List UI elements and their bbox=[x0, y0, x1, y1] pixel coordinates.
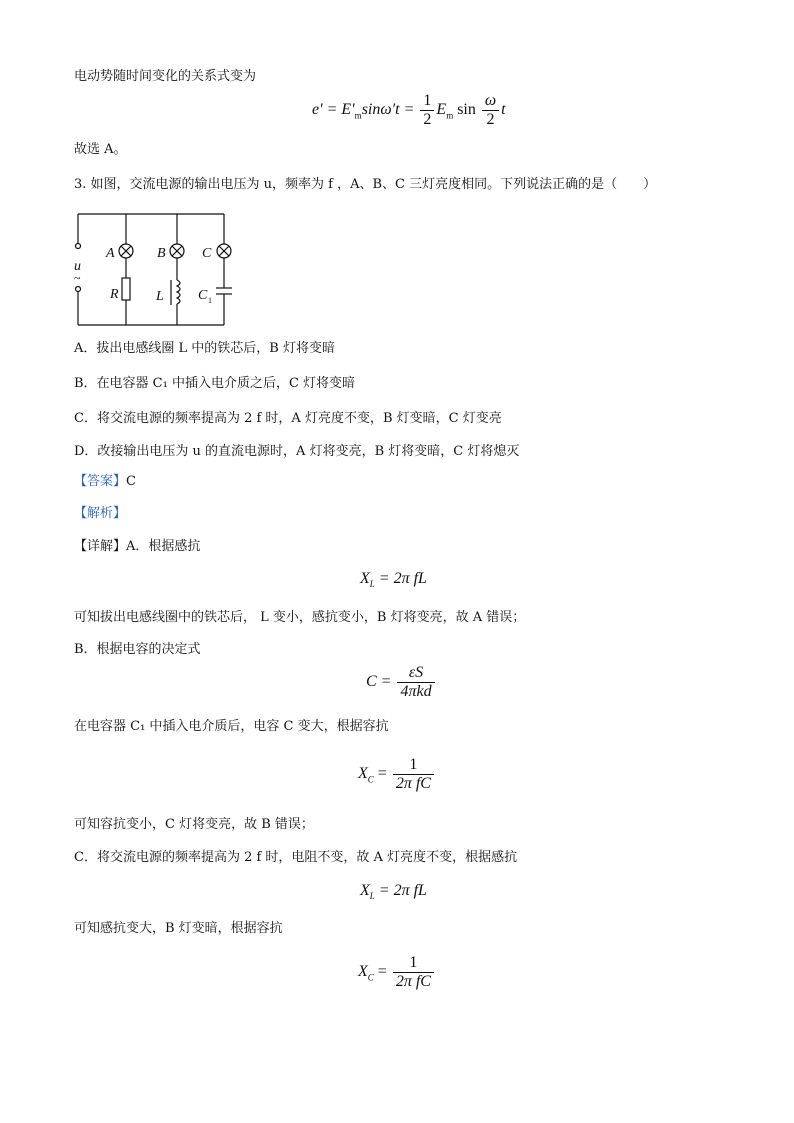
text-b-head: B．根据电容的决定式 bbox=[74, 642, 201, 657]
intro-line: 电动势随时间变化的关系式变为 bbox=[74, 69, 257, 84]
analysis-tag: 【解析】 bbox=[74, 506, 127, 521]
equation-capacitance: C = $\frac{\varepsilon S}{\text{4πkd}}$ bbox=[366, 664, 437, 701]
equation-xc-1: $X_C$ = $\frac{1}{\text{2π fC}}$ bbox=[358, 756, 436, 793]
text-b1: 在电容器 C₁ 中插入电介质后，电容 C 变大，根据容抗 bbox=[74, 719, 389, 734]
label-l: L bbox=[156, 289, 164, 304]
answer-line bbox=[74, 473, 136, 491]
equation-xl-1: $X_L = 2\pi$ fL bbox=[360, 570, 427, 590]
label-c: C bbox=[202, 246, 212, 261]
option-a: A．拔出电感线圈 L 中的铁芯后，B 灯将变暗 bbox=[74, 341, 335, 356]
label-u: u bbox=[74, 259, 81, 274]
option-b: B．在电容器 C₁ 中插入电介质之后，C 灯将变暗 bbox=[74, 376, 356, 391]
label-a: A bbox=[106, 246, 115, 261]
text-c2: 可知感抗变大，B 灯变暗，根据容抗 bbox=[74, 921, 283, 936]
answer-tag: 【答案】 bbox=[74, 474, 127, 489]
question-3-stem: 3. 如图，交流电源的输出电压为 u，频率为 f ，A、B、C 三灯亮度相同。下列说法正确的是（ ） bbox=[74, 177, 657, 192]
text-a: 可知拔出电感线圈中的铁芯后， L 变小，感抗变小，B 灯将变亮，故 A 错误； bbox=[74, 610, 526, 625]
option-d: D．改接输出电压为 u 的直流电源时，A 灯将变亮，B 灯将变暗，C 灯将熄灭 bbox=[74, 444, 520, 459]
equation-xl-2: $X_L = 2\pi$ fL bbox=[360, 882, 427, 902]
circuit-diagram bbox=[74, 208, 244, 328]
equation-xc-2: $X_C$ = $\frac{1}{\text{2π fC}}$ bbox=[358, 954, 436, 991]
option-c: C．将交流电源的频率提高为 2 f 时，A 灯亮度不变，B 灯变暗，C 灯变亮 bbox=[74, 411, 502, 426]
detail-lead: 【详解】A．根据感抗 bbox=[74, 539, 201, 554]
equation-emf: $e' = E'_m\sin\omega't$ = $\frac{1}{2}$ $E_m$ sin $\frac{\omega}{2}$ t bbox=[312, 92, 506, 128]
answer-value: C bbox=[126, 474, 136, 489]
label-r: R bbox=[110, 287, 119, 302]
text-b2: 可知容抗变小，C 灯将变亮，故 B 错误； bbox=[74, 817, 314, 832]
terminal-top-icon bbox=[76, 244, 81, 249]
conclusion-prev: 故选 A。 bbox=[74, 142, 127, 157]
text-c-head: C．将交流电源的频率提高为 2 f 时，电阻不变，故 A 灯亮度不变，根据感抗 bbox=[74, 850, 518, 865]
label-c1-sub: 1 bbox=[208, 296, 212, 305]
label-tilde: ~ bbox=[74, 271, 81, 285]
terminal-bottom-icon bbox=[76, 287, 81, 292]
label-b: B bbox=[157, 246, 166, 261]
label-c1: C bbox=[198, 288, 208, 303]
